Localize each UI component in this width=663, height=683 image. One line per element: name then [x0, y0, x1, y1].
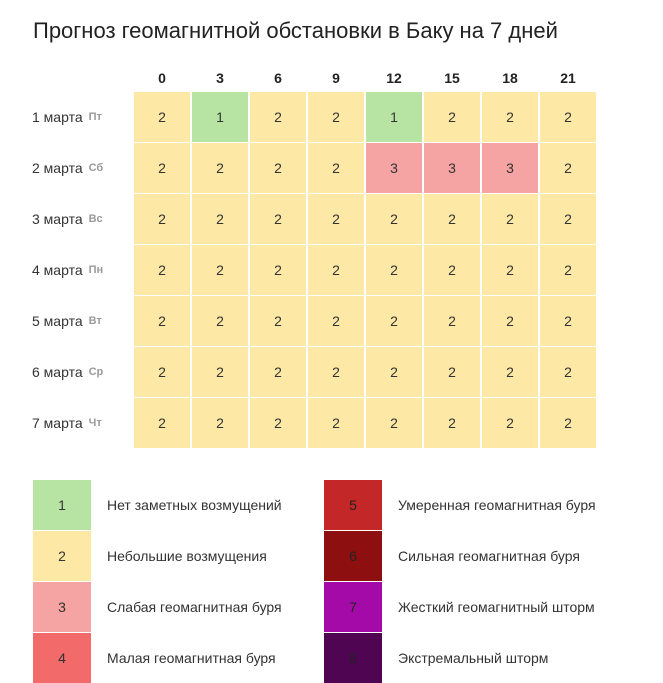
page-title: Прогноз геомагнитной обстановки в Баку на 7 дней	[33, 18, 558, 43]
hour-header: 15	[444, 70, 460, 86]
kp-cell: 2	[308, 245, 364, 295]
kp-cell: 2	[192, 347, 248, 397]
kp-cell: 2	[424, 398, 480, 448]
day-weekday: Вт	[88, 315, 102, 327]
day-label	[32, 347, 132, 397]
kp-cell: 2	[250, 245, 306, 295]
kp-cell: 2	[192, 296, 248, 346]
kp-cell: 2	[134, 245, 190, 295]
kp-cell: 3	[482, 143, 538, 193]
kp-cell: 2	[308, 398, 364, 448]
kp-cell: 2	[540, 245, 596, 295]
kp-cell: 2	[482, 245, 538, 295]
kp-cell: 2	[482, 347, 538, 397]
kp-cell: 2	[540, 296, 596, 346]
legend-swatch-2: 2	[33, 531, 91, 581]
day-date: 2 марта	[32, 160, 83, 176]
hour-header: 18	[502, 70, 518, 86]
kp-cell: 2	[192, 245, 248, 295]
legend-swatch-5: 5	[324, 480, 382, 530]
legend-label-4: Малая геомагнитная буря	[107, 650, 276, 666]
day-weekday: Пт	[88, 111, 102, 123]
day-label	[32, 245, 132, 295]
day-date: 6 марта	[32, 364, 83, 380]
day-date: 1 марта	[32, 109, 83, 125]
hour-header: 0	[158, 70, 166, 86]
day-weekday: Сб	[88, 162, 104, 174]
kp-cell: 2	[308, 194, 364, 244]
kp-cell: 2	[192, 398, 248, 448]
legend-label-1: Нет заметных возмущений	[107, 497, 282, 513]
legend-label-2: Небольшие возмущения	[107, 548, 267, 564]
kp-cell: 2	[134, 92, 190, 142]
day-label	[32, 143, 132, 193]
kp-cell: 2	[308, 143, 364, 193]
kp-cell: 2	[482, 194, 538, 244]
kp-cell: 2	[424, 347, 480, 397]
kp-cell: 2	[482, 398, 538, 448]
day-weekday: Чт	[88, 417, 102, 429]
legend-swatch-1: 1	[33, 480, 91, 530]
kp-cell: 2	[540, 143, 596, 193]
legend-swatch-3: 3	[33, 582, 91, 632]
day-label	[32, 92, 132, 142]
day-date: 5 марта	[32, 313, 83, 329]
kp-cell: 2	[250, 296, 306, 346]
day-date: 3 марта	[32, 211, 83, 227]
kp-cell: 2	[250, 398, 306, 448]
hour-header: 12	[386, 70, 402, 86]
kp-cell: 2	[250, 347, 306, 397]
hour-header: 21	[560, 70, 576, 86]
kp-cell: 2	[250, 194, 306, 244]
legend-swatch-8: 8	[324, 633, 382, 683]
legend-swatch-6: 6	[324, 531, 382, 581]
day-label	[32, 398, 132, 448]
kp-cell: 2	[540, 92, 596, 142]
kp-cell: 2	[308, 92, 364, 142]
hour-header: 6	[274, 70, 282, 86]
day-weekday: Пн	[88, 264, 104, 276]
kp-cell: 2	[366, 347, 422, 397]
legend-label-7: Жесткий геомагнитный шторм	[398, 599, 595, 615]
day-date: 4 марта	[32, 262, 83, 278]
kp-cell: 2	[540, 347, 596, 397]
kp-cell: 2	[366, 398, 422, 448]
kp-cell: 2	[424, 245, 480, 295]
kp-cell: 2	[134, 143, 190, 193]
kp-cell: 2	[250, 92, 306, 142]
day-label	[32, 296, 132, 346]
kp-cell: 3	[366, 143, 422, 193]
kp-cell: 2	[308, 347, 364, 397]
day-date: 7 марта	[32, 415, 83, 431]
kp-cell: 2	[134, 194, 190, 244]
kp-cell: 1	[192, 92, 248, 142]
kp-cell: 2	[366, 194, 422, 244]
legend-label-3: Слабая геомагнитная буря	[107, 599, 282, 615]
day-weekday: Вс	[88, 213, 103, 225]
kp-cell: 2	[366, 296, 422, 346]
day-weekday: Ср	[88, 366, 104, 378]
kp-cell: 2	[424, 296, 480, 346]
hour-header: 3	[216, 70, 224, 86]
legend-label-6: Сильная геомагнитная буря	[398, 548, 580, 564]
legend-label-8: Экстремальный шторм	[398, 650, 549, 666]
kp-cell: 2	[366, 245, 422, 295]
kp-cell: 2	[250, 143, 306, 193]
legend-swatch-7: 7	[324, 582, 382, 632]
legend-swatch-4: 4	[33, 633, 91, 683]
kp-cell: 2	[192, 143, 248, 193]
kp-cell: 2	[308, 296, 364, 346]
kp-cell: 2	[134, 398, 190, 448]
kp-cell: 2	[482, 296, 538, 346]
kp-cell: 2	[134, 347, 190, 397]
kp-cell: 2	[482, 92, 538, 142]
kp-cell: 2	[424, 194, 480, 244]
day-label	[32, 194, 132, 244]
kp-cell: 2	[540, 398, 596, 448]
legend-label-5: Умеренная геомагнитная буря	[398, 497, 596, 513]
kp-cell: 2	[134, 296, 190, 346]
kp-cell: 1	[366, 92, 422, 142]
kp-cell: 3	[424, 143, 480, 193]
hour-header: 9	[332, 70, 340, 86]
kp-cell: 2	[192, 194, 248, 244]
kp-cell: 2	[540, 194, 596, 244]
kp-cell: 2	[424, 92, 480, 142]
